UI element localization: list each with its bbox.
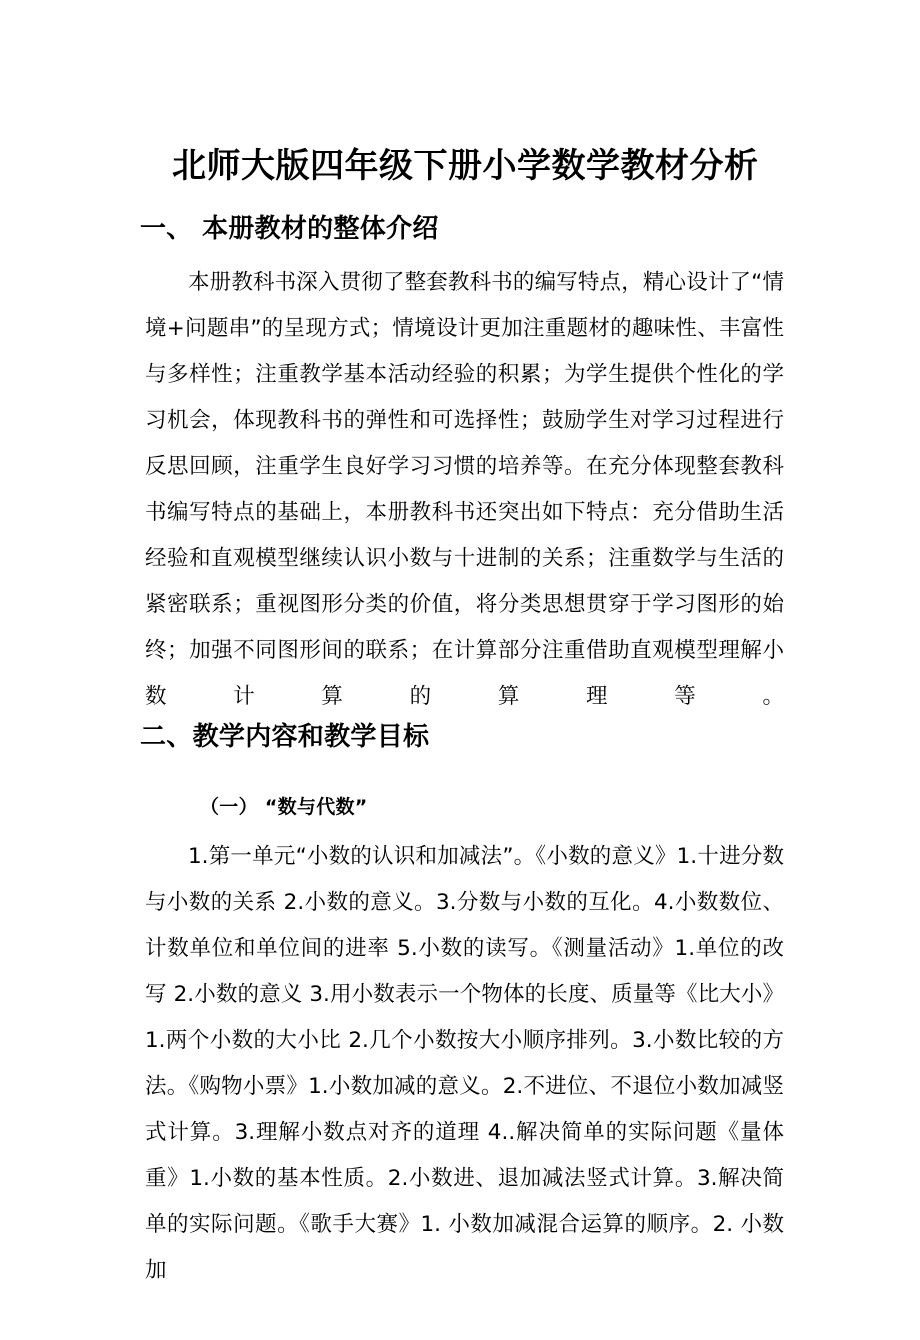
section-1-paragraph: 本册教科书深入贯彻了整套教科书的编写特点，精心设计了“情境+问题串”的呈现方式；情境设计更加注重题材的趣味性、丰富性与多样性；注重教学基本活动经验的积累；为学生提供个性化的学习机会，体现教科书的弹性和可选择性；鼓励学生对学习过程进行反思回顾，注重学生良好学习习惯的培养等。在充分体现整套教科书编写特点的基础上，本册教科书还突出如下特点：充分借助生活经验和直观模型继续认识小数与十进制的关系；注重数学与生活的紧密联系；重视图形分类的价值，将分类思想贯穿于学习图形的始终；加强不同图形间的联系；在计算部分注重借助直观模型理解小数计算的算理等。	[145, 269, 784, 709]
section-heading-2: 二、教学内容和教学目标	[140, 721, 430, 752]
page-title: 北师大版四年级下册小学数学教材分析	[172, 145, 759, 186]
section-2-paragraph: 1.第一单元“小数的认识和加减法”。《小数的意义》1.十进分数与小数的关系 2.小数的意义。3.分数与小数的互化。4.小数数位、计数单位和单位间的进率 5.小数的读写。《测量活动》1.单位的改写 2.小数的意义 3.用小数表示一个物体的长度、质量等《比大小》1.两个小数的大小比 2.几个小数按大小顺序排列。3.小数比较的方法。《购物小票》1.小数加减的意义。2.不进位、不退位小数加减竖式计算。3.理解小数点对齐的道理 4..解决简单的实际问题《量体重》1.小数的基本性质。2.小数进、退加减法竖式计算。3.解决简单的实际问题。《歌手大赛》1. 小数加减混合运算的顺序。2. 小数加	[145, 843, 784, 1283]
section-heading-1: 一、 本册教材的整体介绍	[140, 213, 439, 244]
section-2-subheading: （一） “数与代数”	[200, 796, 368, 818]
